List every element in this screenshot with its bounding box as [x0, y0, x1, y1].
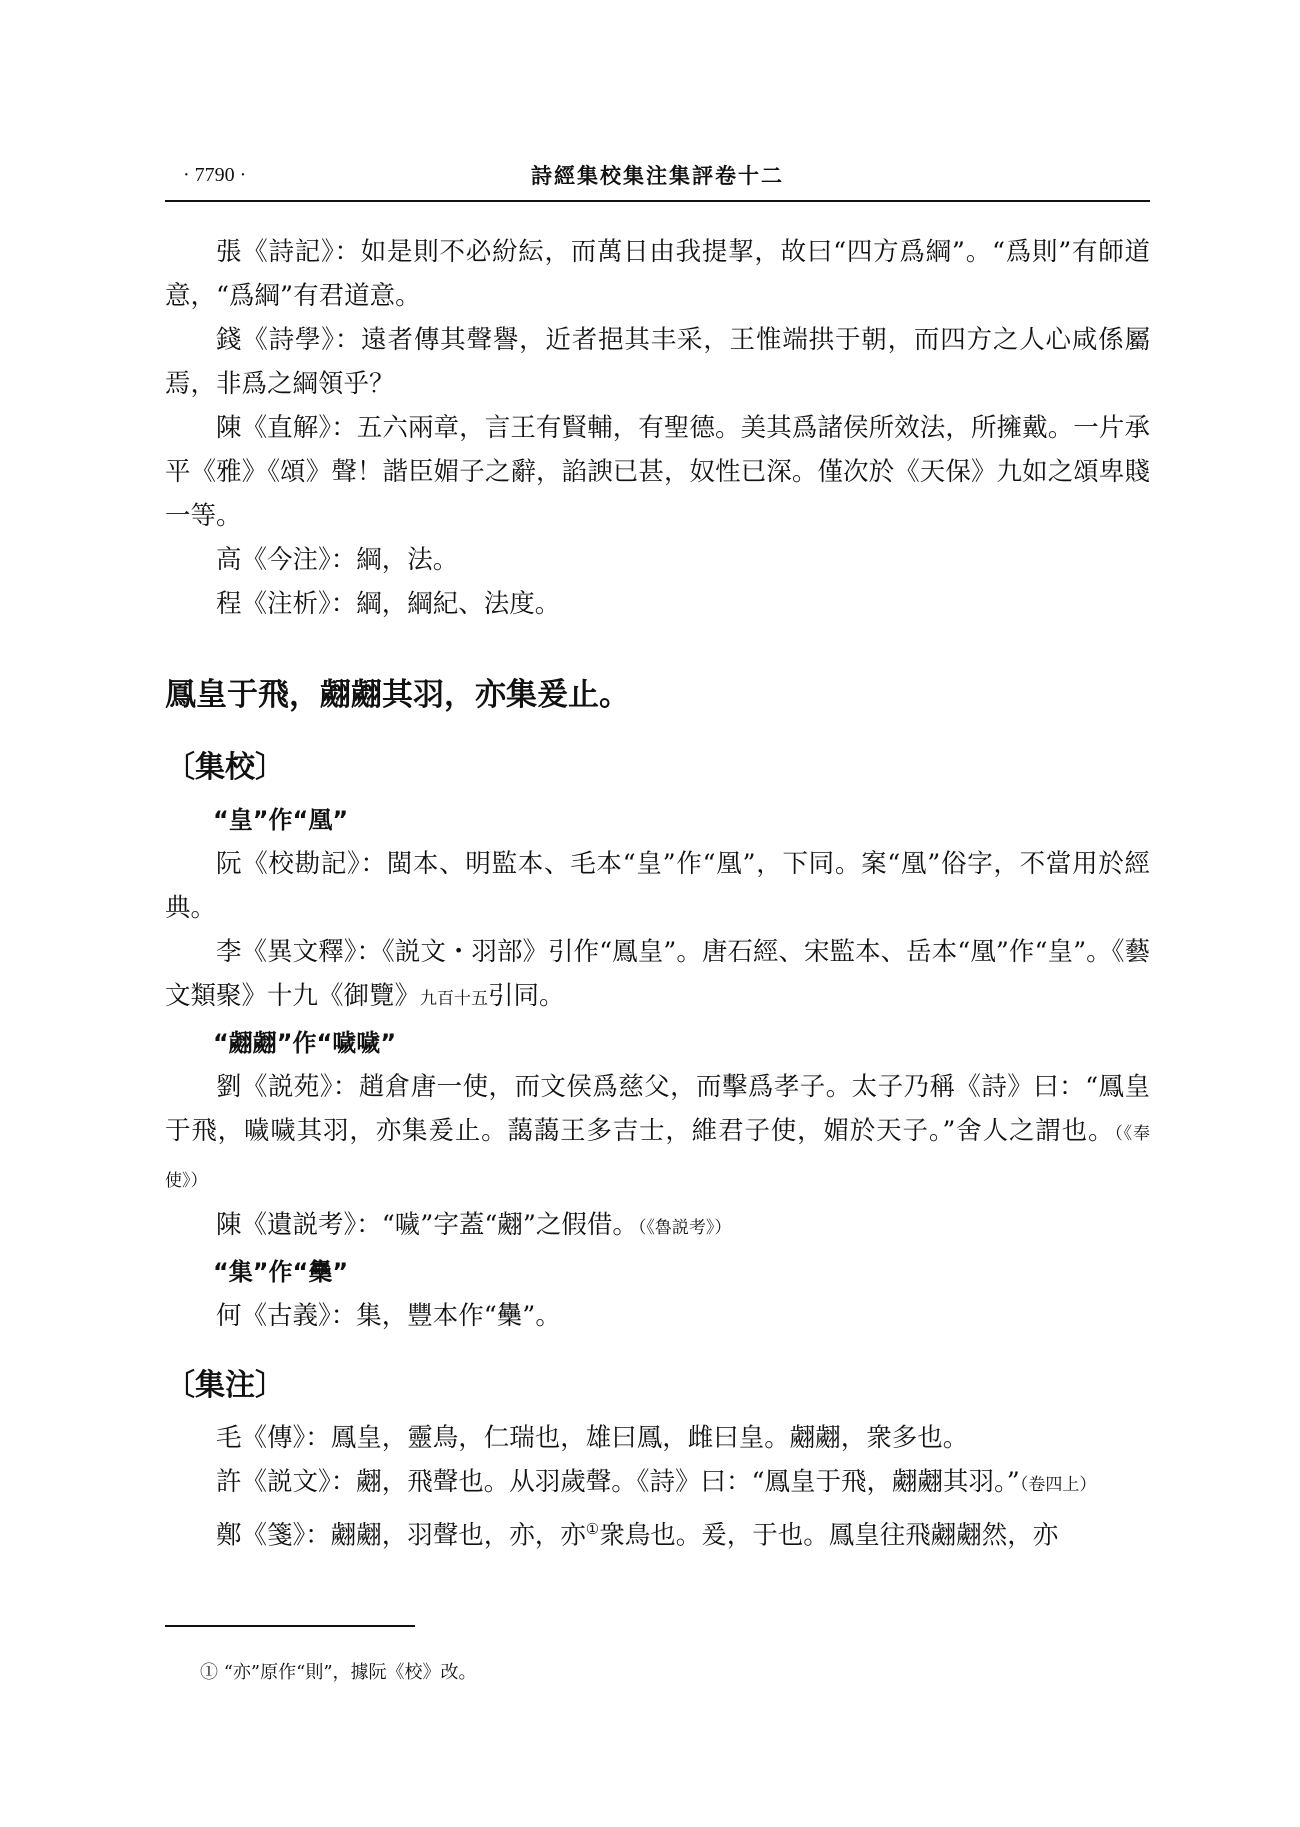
annotation-mao: 毛《傳》：鳳皇，靈鳥，仁瑞也，雄曰鳳，雌曰皇。翽翽，衆多也。 — [216, 1423, 969, 1453]
commentary-chen: 陳《直解》：五六兩章，言王有賢輔，有聖德。美其爲諸侯所效法，所擁戴。一片承平《雅》《頌》聲！諧臣媚子之辭，諂諛已甚，奴性已深。僅次於《天保》九如之頌卑賤一等。 — [165, 413, 1150, 531]
footnote-rule — [165, 1625, 415, 1627]
collation-liu-note: （《奉使》） — [165, 1124, 1151, 1191]
running-title: 詩經集校集注集評卷十二 — [531, 163, 784, 188]
header-rule — [165, 200, 1150, 202]
page-header — [165, 160, 1150, 204]
collation-liu-text: 劉《説苑》：趙倉唐一使，而文侯爲慈父，而擊爲孝子。太子乃稱《詩》曰：“鳳皇于飛，噦噦其羽，亦集爰止。藹藹王多吉士，維君子使，媚於天子。”舍人之謂也。 — [165, 1072, 1150, 1146]
commentary-cheng: 程《注析》：綱，綱紀、法度。 — [216, 589, 561, 619]
verse-line: 鳳皇于飛，翽翽其羽，亦集爰止。 — [165, 677, 630, 713]
collation-li-end: 引同。 — [488, 981, 565, 1011]
variant-heading-ji: “集”作“雧” — [213, 1258, 349, 1286]
collation-li-text: 李《異文釋》：《説文・羽部》引作“鳳皇”。唐石經、宋監本、岳本“凰”作“皇”。《藝文類聚》十九《御覽》 — [165, 937, 1150, 1011]
collation-chen-text: 陳《遺説考》：“噦”字蓋“翽”之假借。 — [216, 1210, 638, 1240]
footnote-marker: ① — [585, 1520, 600, 1538]
annotation-xu-note: （卷四上） — [1019, 1475, 1097, 1495]
annotation-zheng — [165, 1507, 1150, 1558]
annotation-xu-text: 許《説文》：翽，飛聲也。从羽歲聲。《詩》曰：“鳳皇于飛，翽翽其羽。” — [216, 1467, 1020, 1497]
collation-li-note: 九百十五 — [420, 989, 489, 1009]
commentary-qian: 錢《詩學》：遠者傳其聲譽，近者挹其丰采，王惟端拱于朝，而四方之人心咸係屬焉，非爲之綱領乎？ — [165, 325, 1150, 399]
collation-chen — [165, 1203, 1150, 1250]
commentary-gao: 高《今注》：綱，法。 — [216, 545, 459, 575]
annotation-zheng-text-a: 鄭《箋》：翽翽，羽聲也，亦，亦 — [216, 1520, 586, 1551]
collation-ruan: 阮《校勘記》：閩本、明監本、毛本“皇”作“凰”，下同。案“凰”俗字，不當用於經典。 — [165, 849, 1150, 923]
commentary-zhang: 張《詩記》：如是則不必紛紜，而萬日由我提挈，故曰“四方爲綱”。“爲則”有師道意，“爲綱”有君道意。 — [165, 237, 1150, 311]
footnote: ① “亦”原作“則”，據阮《校》改。 — [200, 1662, 477, 1683]
collation-li — [165, 930, 1150, 1021]
section-heading-jijiao: 〔集校〕 — [165, 750, 285, 785]
annotation-xu — [165, 1460, 1150, 1507]
page-number: · 7790 · — [183, 164, 247, 186]
annotation-zheng-text-b: 衆鳥也。爰，于也。鳳皇往飛翽翽然，亦 — [599, 1520, 1059, 1551]
collation-liu — [165, 1065, 1150, 1203]
variant-heading-huang: “皇”作“凰” — [213, 806, 349, 834]
collation-he: 何《古義》：集，豐本作“雧”。 — [216, 1301, 561, 1331]
page-content — [165, 230, 1150, 1558]
collation-chen-note: （《魯説考》） — [637, 1218, 732, 1238]
section-heading-jizhu: 〔集注〕 — [165, 1368, 285, 1403]
variant-heading-hui: “翽翽”作“噦噦” — [213, 1029, 397, 1057]
